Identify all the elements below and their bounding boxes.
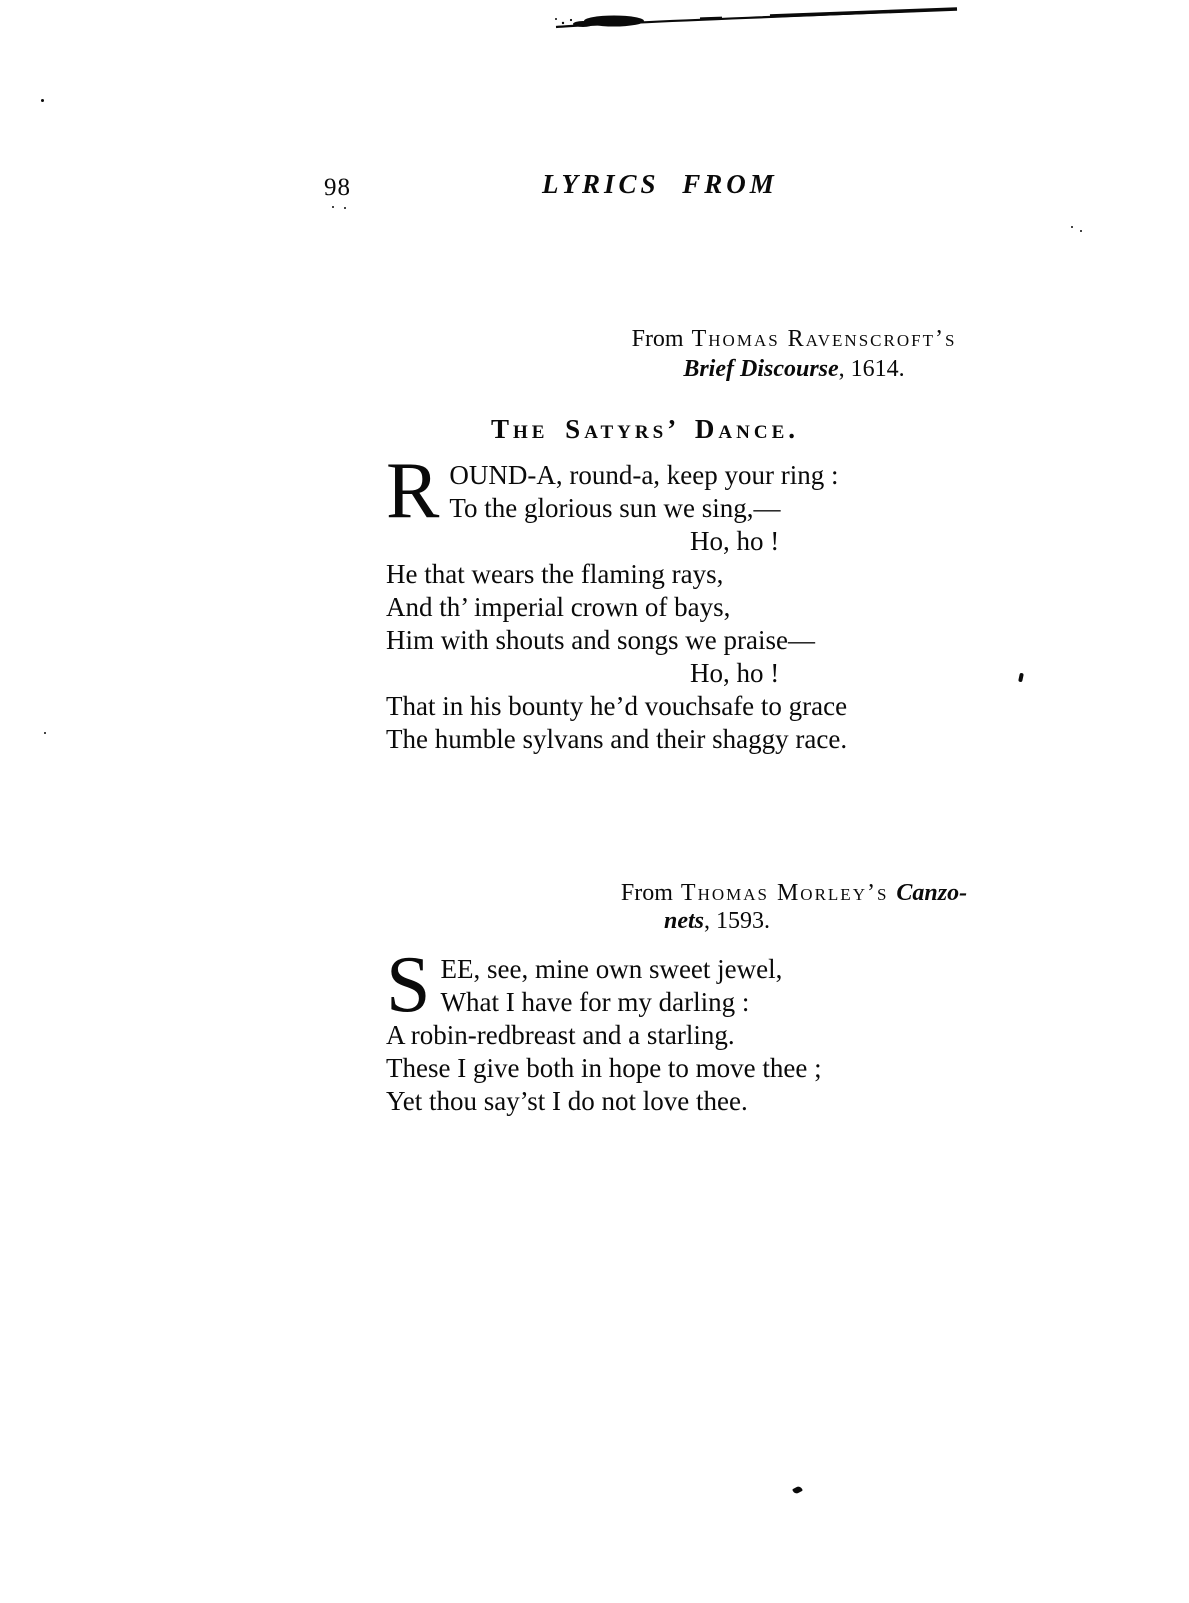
attribution-line (598, 879, 990, 907)
attribution-line (598, 354, 990, 384)
ink-speck (1018, 673, 1024, 683)
poem-line: That in his bounty he’d vouchsafe to grace (386, 691, 848, 721)
scan-artifact-line (0, 0, 1189, 44)
poem-line: Ho, ho ! (690, 658, 780, 688)
poem-line: The humble sylvans and their shaggy race. (386, 724, 848, 754)
running-header: LYRICS FROM (542, 169, 778, 199)
poem-satyrs-dance (386, 447, 926, 756)
ink-speck (1071, 226, 1073, 228)
attribution-work-title: nets (664, 908, 705, 934)
poem-see-see (386, 941, 926, 1118)
poem-line: These I give both in hope to move thee ; (386, 1053, 822, 1083)
ink-speck (792, 1485, 803, 1495)
attribution-morley (598, 879, 990, 935)
poem-line: What I have for my darling : (440, 987, 750, 1017)
poem-line: A robin-redbreast and a starling. (386, 1020, 735, 1050)
attribution-prefix: From (631, 326, 684, 352)
attribution-author: Thomas Morley’s (680, 880, 889, 906)
attribution-ravenscroft (598, 324, 990, 384)
drop-cap: S (386, 941, 431, 1029)
attribution-prefix: From (620, 880, 673, 906)
attribution-line (598, 324, 990, 354)
attribution-line (598, 907, 990, 935)
poem-line: He that wears the flaming rays, (386, 559, 724, 589)
attribution-work-title: Brief Discourse (683, 356, 839, 382)
ink-speck (41, 99, 44, 102)
poem-line: OUND-A, round-a, keep your ring : (449, 460, 839, 490)
page-number: 98 (324, 174, 351, 201)
attribution-date: , 1614. (838, 356, 905, 382)
poem-line: And th’ imperial crown of bays, (386, 592, 731, 622)
drop-cap: R (386, 447, 440, 535)
ink-speck (44, 732, 46, 734)
poem-line: Yet thou say’st I do not love thee. (386, 1086, 748, 1116)
poem-title: The Satyrs’ Dance. (490, 414, 800, 444)
ink-speck (344, 207, 346, 209)
poem-line: To the glorious sun we sing,— (449, 493, 781, 523)
poem-line: EE, see, mine own sweet jewel, (440, 954, 783, 984)
ink-speck (1080, 230, 1082, 232)
ink-speck (332, 206, 334, 208)
attribution-work-title: Canzo- (896, 880, 968, 906)
poem-line: Him with shouts and songs we praise— (386, 625, 815, 655)
attribution-date: , 1593. (704, 908, 771, 934)
attribution-author: Thomas Ravenscroft’s (691, 326, 957, 352)
poem-line: Ho, ho ! (690, 526, 780, 556)
